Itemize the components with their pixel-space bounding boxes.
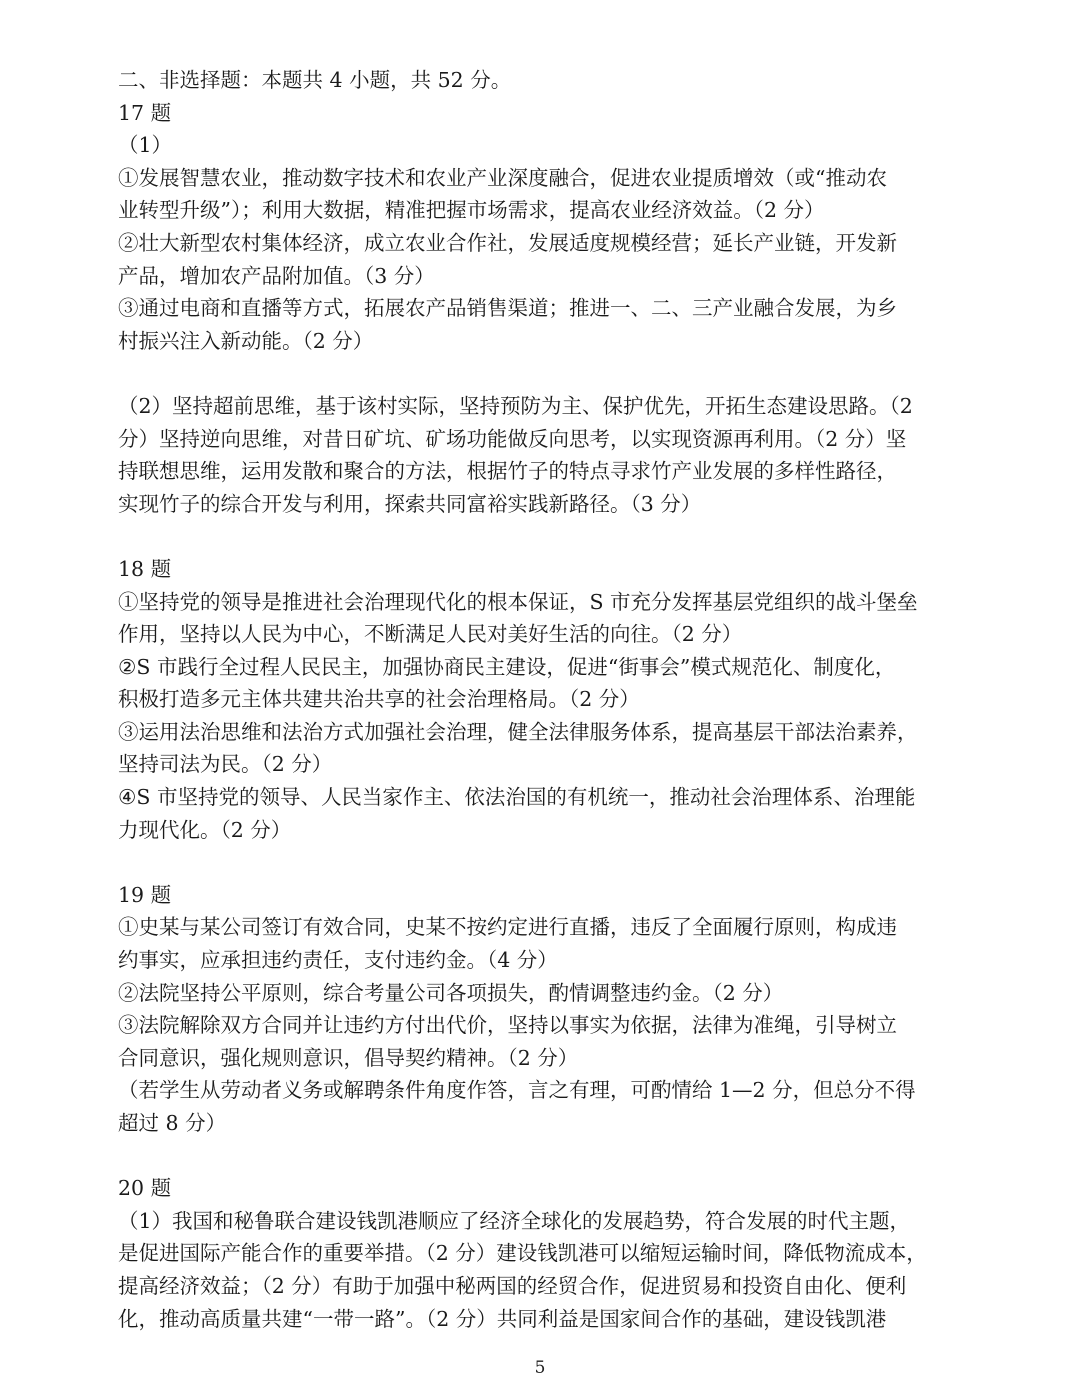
q17-point2-line2: 产品，增加农产品附加值。（3 分） xyxy=(118,263,435,288)
q19-note-line1: （若学生从劳动者义务或解聘条件角度作答，言之有理，可酌情给 1—2 分，但总分不得 xyxy=(118,1078,916,1103)
q19-point1-line1: ①史某与某公司签订有效合同，史某不按约定进行直播，违反了全面履行原则，构成违 xyxy=(118,915,897,940)
q18-point1-line1: ①坚持党的领导是推进社会治理现代化的根本保证，S 市充分发挥基层党组织的战斗堡垒 xyxy=(118,589,918,614)
q17-point2-line1: ②壮大新型农村集体经济，成立农业合作社，发展适度规模经营；延长产业链，开发新 xyxy=(118,230,897,255)
q19-point3-line1: ③法院解除双方合同并让违约方付出代价，坚持以事实为依据，法律为准绳，引导树立 xyxy=(118,1013,897,1038)
q20-part1-line4: 化，推动高质量共建“一带一路”。（2 分）共同利益是国家间合作的基础，建设钱凯港 xyxy=(118,1306,887,1331)
q17-part2-line4: 实现竹子的综合开发与利用，探索共同富裕实践新路径。（3 分） xyxy=(118,491,702,516)
q18-point2-line2: 积极打造多元主体共建共治共享的社会治理格局。（2 分） xyxy=(118,687,640,712)
question-18-title: 18 题 xyxy=(118,556,172,581)
spacer xyxy=(118,846,968,879)
q20-part1-line2: 是促进国际产能合作的重要举措。（2 分）建设钱凯港可以缩短运输时间，降低物流成本， xyxy=(118,1241,927,1266)
q19-point2-line1: ②法院坚持公平原则，综合考量公司各项损失，酌情调整违约金。（2 分） xyxy=(118,980,784,1005)
section-header: 二、非选择题：本题共 4 小题，共 52 分。 xyxy=(118,68,512,92)
question-19-title: 19 题 xyxy=(118,882,172,907)
q18-point2-line1: ②S 市践行全过程人民民主，加强协商民主建设，促进“街事会”模式规范化、制度化， xyxy=(118,654,896,679)
question-17-title: 17 题 xyxy=(118,100,172,125)
q17-point1-line2: 业转型升级”）；利用大数据，精准把握市场需求，提高农业经济效益。（2 分） xyxy=(118,198,825,223)
q18-point4-line2: 力现代化。（2 分） xyxy=(118,817,292,842)
question-20-title: 20 题 xyxy=(118,1176,172,1201)
q18-point3-line2: 坚持司法为民。（2 分） xyxy=(118,752,333,777)
q20-part1-line3: 提高经济效益；（2 分）有助于加强中秘两国的经贸合作，促进贸易和投资自由化、便利 xyxy=(118,1273,907,1298)
q17-point3-line1: ③通过电商和直播等方式，拓展农产品销售渠道；推进一、二、三产业融合发展，为乡 xyxy=(118,296,897,321)
question-17-part1-label: （1） xyxy=(118,133,173,158)
q17-part2-line3: 持联想思维，运用发散和聚合的方法，根据竹子的特点寻求竹产业发展的多样性路径， xyxy=(118,459,897,484)
q17-part2-line1: （2）坚持超前思维，基于该村实际，坚持预防为主、保护优先，开拓生态建设思路。（2 xyxy=(118,393,913,418)
answer-document xyxy=(118,64,968,1335)
q19-note-line2: 超过 8 分） xyxy=(118,1111,227,1135)
q18-point3-line1: ③运用法治思维和法治方式加强社会治理，健全法律服务体系，提高基层干部法治素养， xyxy=(118,719,918,744)
q19-point1-line2: 约事实，应承担违约责任，支付违约金。（4 分） xyxy=(118,948,558,973)
q17-point3-line2: 村振兴注入新动能。（2 分） xyxy=(118,328,374,353)
q17-point1-line1: ①发展智慧农业，推动数字技术和农业产业深度融合，促进农业提质增效（或“推动农 xyxy=(118,165,887,190)
q18-point4-line1: ④S 市坚持党的领导、人民当家作主、依法治国的有机统一，推动社会治理体系、治理能 xyxy=(118,785,916,810)
q20-part1-line1: （1）我国和秘鲁联合建设钱凯港顺应了经济全球化的发展趋势，符合发展的时代主题， xyxy=(118,1208,911,1233)
spacer xyxy=(118,1140,968,1173)
spacer xyxy=(118,520,968,553)
q19-point3-line2: 合同意识，强化规则意识，倡导契约精神。（2 分） xyxy=(118,1045,579,1070)
spacer xyxy=(118,357,968,390)
q17-part2-line2: 分）坚持逆向思维，对昔日矿坑、矿场功能做反向思考，以实现资源再利用。（2 分）坚 xyxy=(118,426,907,451)
q18-point1-line2: 作用，坚持以人民为中心，不断满足人民对美好生活的向往。（2 分） xyxy=(118,622,743,647)
page-number: 5 xyxy=(534,1358,546,1378)
